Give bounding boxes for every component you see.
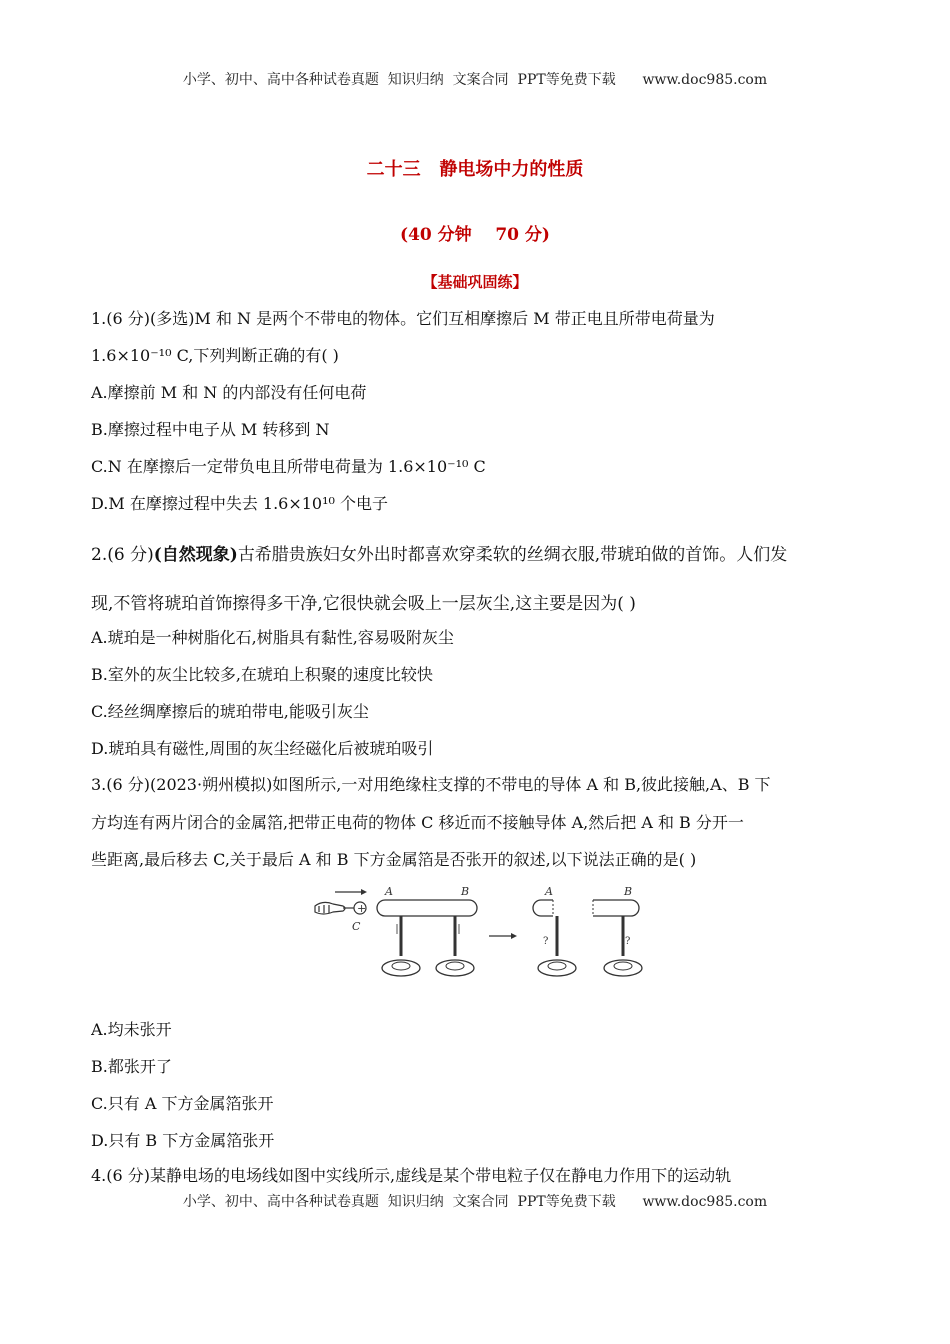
question-3-option-b: B.都张开了 bbox=[91, 1057, 172, 1076]
question-3-line-1: 3.(6 分)(2023·朔州模拟)如图所示,一对用绝缘柱支撑的不带电的导体 A 和 B,彼此接触,A、B 下 bbox=[91, 775, 771, 794]
page-header: 小学、初中、高中各种试卷真题 知识归纳 文案合同 PPT等免费下载 www.doc985.com bbox=[182, 72, 768, 88]
question-1-option-c: C.N 在摩擦后一定带负电且所带电荷量为 1.6×10⁻¹⁰ C bbox=[91, 457, 486, 476]
question-2-tag: (自然现象) bbox=[153, 545, 238, 565]
transition-arrow-icon bbox=[489, 933, 517, 939]
question-1-option-a: A.摩擦前 M 和 N 的内部没有任何电荷 bbox=[91, 383, 367, 402]
label-a-right: A bbox=[545, 885, 553, 898]
arrow-icon bbox=[335, 889, 367, 895]
question-3-option-d: D.只有 B 下方金属箔张开 bbox=[91, 1131, 275, 1150]
question-2-text: 古希腊贵族妇女外出时都喜欢穿柔软的丝绸衣服,带琥珀做的首饰。人们发 bbox=[237, 545, 788, 565]
question-3-option-c: C.只有 A 下方金属箔张开 bbox=[91, 1094, 274, 1113]
label-b-right: B bbox=[624, 885, 633, 898]
question-1-option-d: D.M 在摩擦过程中失去 1.6×10¹⁰ 个电子 bbox=[91, 494, 389, 513]
question-2-option-a: A.琥珀是一种树脂化石,树脂具有黏性,容易吸附灰尘 bbox=[91, 628, 454, 647]
section-heading: 【基础巩固练】 bbox=[422, 273, 528, 291]
question-2-line-1 bbox=[91, 540, 861, 565]
page-footer: 小学、初中、高中各种试卷真题 知识归纳 文案合同 PPT等免费下载 www.doc985.com bbox=[182, 1194, 768, 1210]
label-a-left: A bbox=[385, 885, 393, 898]
question-2-option-b: B.室外的灰尘比较多,在琥珀上积聚的速度比较快 bbox=[91, 665, 433, 684]
question-4-line-1: 4.(6 分)某静电场的电场线如图中实线所示,虚线是某个带电粒子仅在静电力作用下的运动轨 bbox=[91, 1166, 732, 1185]
question-2-option-d: D.琥珀具有磁性,周围的灰尘经磁化后被琥珀吸引 bbox=[91, 739, 434, 758]
conductor-ab-joined bbox=[377, 900, 477, 976]
time-score: (40 分钟 70 分) bbox=[400, 225, 550, 245]
label-c: C bbox=[352, 920, 361, 933]
chapter-title: 二十三 静电场中力的性质 bbox=[366, 159, 584, 180]
svg-text:+: + bbox=[357, 902, 367, 915]
question-1-line-1: 1.(6 分)(多选)M 和 N 是两个不带电的物体。它们互相摩擦后 M 带正电且所带电荷量为 bbox=[91, 309, 715, 328]
question-3-option-a: A.均未张开 bbox=[91, 1020, 172, 1039]
question-3-line-3: 些距离,最后移去 C,关于最后 A 和 B 下方金属箔是否张开的叙述,以下说法正确的是( ) bbox=[91, 850, 697, 869]
question-2-prefix: 2.(6 分) bbox=[91, 545, 154, 565]
question-mark-a: ? bbox=[543, 936, 549, 947]
hand-icon bbox=[315, 902, 355, 914]
question-1-line-2: 1.6×10⁻¹⁰ C,下列判断正确的有( ) bbox=[91, 346, 339, 365]
question-mark-b: ? bbox=[625, 936, 631, 947]
label-b-left: B bbox=[461, 885, 470, 898]
question-2-line-2: 现,不管将琥珀首饰擦得多干净,它很快就会吸上一层灰尘,这主要是因为( ) bbox=[91, 594, 636, 614]
question-1-option-b: B.摩擦过程中电子从 M 转移到 N bbox=[91, 420, 330, 439]
conductor-figure bbox=[305, 884, 645, 986]
question-3-line-2: 方均连有两片闭合的金属箔,把带正电荷的物体 C 移近而不接触导体 A,然后把 A 和 B 分开一 bbox=[91, 813, 744, 832]
question-2-option-c: C.经丝绸摩擦后的琥珀带电,能吸引灰尘 bbox=[91, 702, 369, 721]
